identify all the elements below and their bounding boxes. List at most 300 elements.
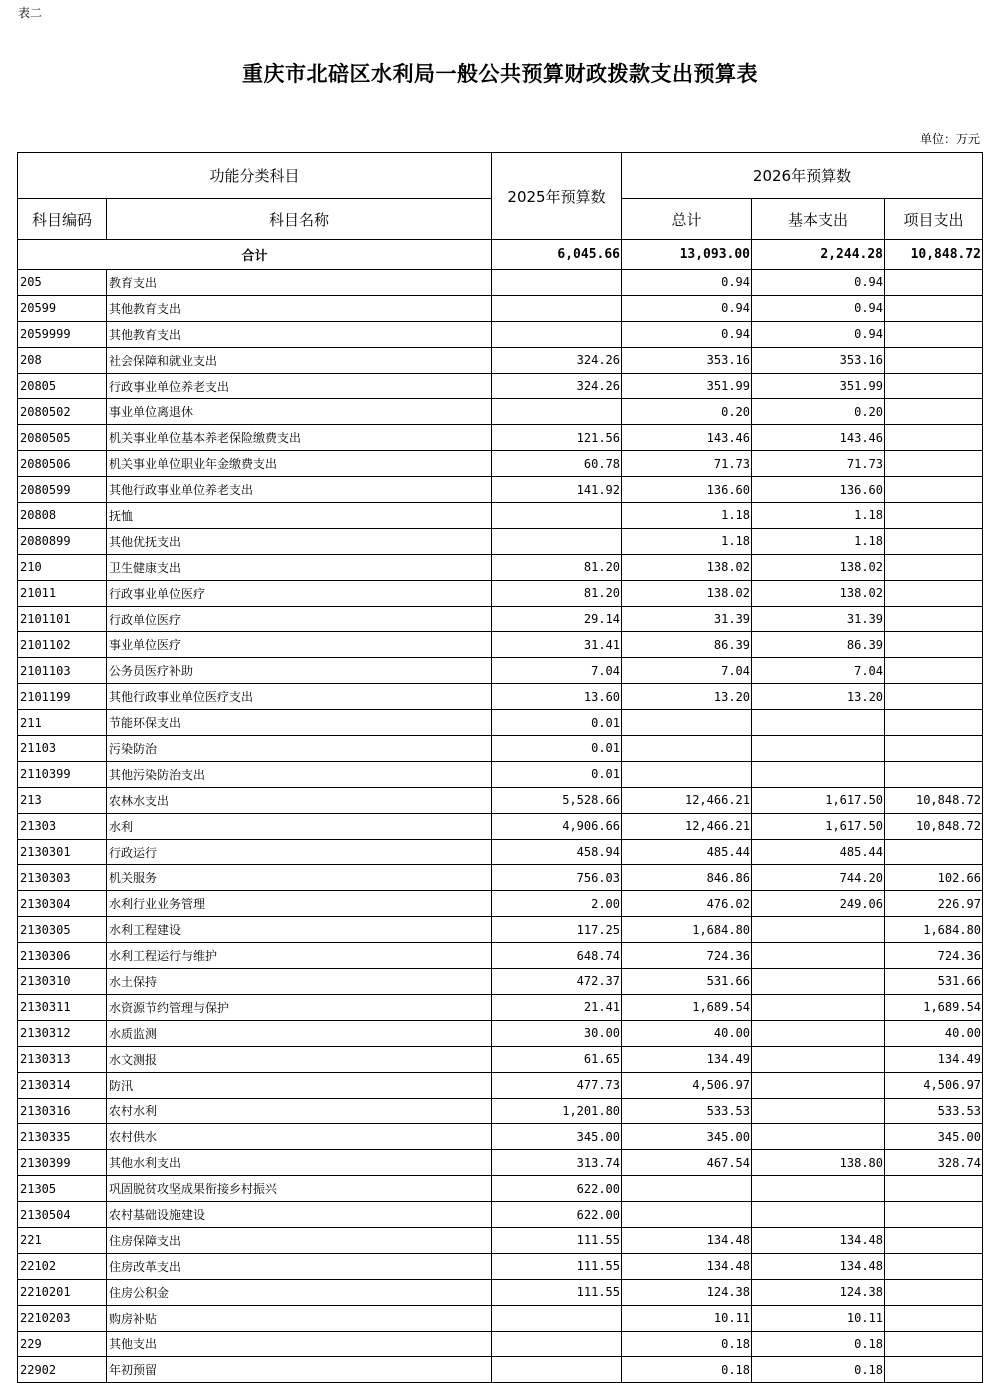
row-project: 531.66 [885,969,983,995]
row-project [885,1202,983,1228]
row-total: 0.94 [622,295,752,321]
row-code: 2210201 [18,1279,107,1305]
row-code: 2101199 [18,684,107,710]
row-name: 水文测报 [107,1046,492,1072]
row-total: 134.49 [622,1046,752,1072]
row-name: 住房保障支出 [107,1227,492,1253]
row-total: 846.86 [622,865,752,891]
table-row [18,1176,983,1202]
row-name: 水土保持 [107,969,492,995]
header-project: 项目支出 [885,199,983,240]
header-func-class: 功能分类科目 [18,153,492,199]
row-b2025: 111.55 [492,1279,622,1305]
row-project [885,425,983,451]
row-project [885,1227,983,1253]
table-row [18,1305,983,1331]
row-total: 12,466.21 [622,787,752,813]
row-b2025: 2.00 [492,891,622,917]
row-b2025: 313.74 [492,1150,622,1176]
row-code: 2130504 [18,1202,107,1228]
row-b2025 [492,528,622,554]
table-row [18,632,983,658]
row-total: 1,689.54 [622,994,752,1020]
row-project [885,347,983,373]
row-basic [752,1176,885,1202]
row-code: 2101101 [18,606,107,632]
table-body [18,240,983,1383]
row-basic: 1,617.50 [752,813,885,839]
row-b2025: 61.65 [492,1046,622,1072]
row-b2025 [492,399,622,425]
row-total: 10.11 [622,1305,752,1331]
row-code: 2130311 [18,994,107,1020]
row-code: 2080502 [18,399,107,425]
row-b2025: 4,906.66 [492,813,622,839]
row-project [885,580,983,606]
table-row [18,451,983,477]
row-code: 211 [18,710,107,736]
row-project [885,1331,983,1357]
row-code: 2101102 [18,632,107,658]
table-row [18,347,983,373]
row-total: 0.20 [622,399,752,425]
row-project: 533.53 [885,1098,983,1124]
row-name: 其他教育支出 [107,295,492,321]
row-code: 2130303 [18,865,107,891]
table-row [18,1357,983,1383]
row-project [885,321,983,347]
row-b2025: 21.41 [492,994,622,1020]
row-b2025: 458.94 [492,839,622,865]
total-label: 合计 [18,240,492,270]
row-b2025: 345.00 [492,1124,622,1150]
row-project [885,373,983,399]
row-b2025: 81.20 [492,554,622,580]
row-basic: 0.94 [752,270,885,296]
row-basic [752,1046,885,1072]
table-row [18,1202,983,1228]
row-b2025: 60.78 [492,451,622,477]
row-b2025: 324.26 [492,347,622,373]
row-code: 20805 [18,373,107,399]
row-total: 138.02 [622,554,752,580]
table-number-label: 表二 [18,6,43,20]
row-code: 2130312 [18,1020,107,1046]
row-basic: 138.02 [752,554,885,580]
row-name: 防汛 [107,1072,492,1098]
row-b2025: 756.03 [492,865,622,891]
total-basic: 2,244.28 [752,240,885,270]
row-name: 机关事业单位基本养老保险缴费支出 [107,425,492,451]
row-b2025: 477.73 [492,1072,622,1098]
row-code: 2130399 [18,1150,107,1176]
row-basic [752,994,885,1020]
row-code: 2059999 [18,321,107,347]
row-b2025 [492,503,622,529]
row-basic: 31.39 [752,606,885,632]
row-b2025: 30.00 [492,1020,622,1046]
row-basic: 353.16 [752,347,885,373]
row-code: 2080505 [18,425,107,451]
row-name: 行政运行 [107,839,492,865]
table-row [18,373,983,399]
total-b2025: 6,045.66 [492,240,622,270]
row-name: 机关服务 [107,865,492,891]
header-name: 科目名称 [107,199,492,240]
row-project [885,1305,983,1331]
row-basic: 351.99 [752,373,885,399]
row-code: 210 [18,554,107,580]
row-total: 86.39 [622,632,752,658]
row-code: 208 [18,347,107,373]
row-total: 351.99 [622,373,752,399]
row-total: 0.94 [622,321,752,347]
table-row [18,477,983,503]
row-b2025: 1,201.80 [492,1098,622,1124]
row-project [885,761,983,787]
header-basic: 基本支出 [752,199,885,240]
total-project: 10,848.72 [885,240,983,270]
row-b2025: 13.60 [492,684,622,710]
row-basic [752,736,885,762]
row-b2025 [492,295,622,321]
row-total: 533.53 [622,1098,752,1124]
row-name: 其他支出 [107,1331,492,1357]
row-name: 住房改革支出 [107,1253,492,1279]
row-code: 213 [18,787,107,813]
row-b2025: 0.01 [492,710,622,736]
row-project [885,1357,983,1383]
row-basic: 143.46 [752,425,885,451]
table-row [18,658,983,684]
table-row [18,1124,983,1150]
row-total: 724.36 [622,943,752,969]
row-project [885,270,983,296]
row-total: 531.66 [622,969,752,995]
row-code: 2130310 [18,969,107,995]
row-name: 年初预留 [107,1357,492,1383]
row-project [885,451,983,477]
row-total: 0.94 [622,270,752,296]
table-row [18,710,983,736]
row-project [885,684,983,710]
table-row [18,1046,983,1072]
row-basic: 1.18 [752,528,885,554]
row-name: 农村基础设施建设 [107,1202,492,1228]
row-basic: 249.06 [752,891,885,917]
row-total: 485.44 [622,839,752,865]
row-project [885,1279,983,1305]
row-b2025: 111.55 [492,1253,622,1279]
row-b2025: 5,528.66 [492,787,622,813]
row-project [885,295,983,321]
row-total: 0.18 [622,1357,752,1383]
row-name: 机关事业单位职业年金缴费支出 [107,451,492,477]
row-code: 21103 [18,736,107,762]
row-total: 143.46 [622,425,752,451]
row-basic: 7.04 [752,658,885,684]
table-row [18,606,983,632]
row-total [622,1176,752,1202]
row-name: 其他教育支出 [107,321,492,347]
row-name: 农林水支出 [107,787,492,813]
row-b2025: 622.00 [492,1176,622,1202]
row-b2025: 7.04 [492,658,622,684]
table-row [18,425,983,451]
row-total: 345.00 [622,1124,752,1150]
row-project [885,399,983,425]
row-basic: 86.39 [752,632,885,658]
header-code: 科目编码 [18,199,107,240]
row-basic [752,1202,885,1228]
row-basic: 138.02 [752,580,885,606]
row-name: 水利行业业务管理 [107,891,492,917]
row-basic: 1.18 [752,503,885,529]
row-code: 2080506 [18,451,107,477]
total-row [18,240,983,270]
row-b2025: 324.26 [492,373,622,399]
row-basic: 0.94 [752,321,885,347]
row-project [885,632,983,658]
row-code: 21011 [18,580,107,606]
page-title: 重庆市北碚区水利局一般公共预算财政拨款支出预算表 [242,61,758,86]
row-code: 2210203 [18,1305,107,1331]
row-b2025: 648.74 [492,943,622,969]
row-name: 污染防治 [107,736,492,762]
row-name: 社会保障和就业支出 [107,347,492,373]
row-code: 22102 [18,1253,107,1279]
row-b2025 [492,321,622,347]
row-code: 2130301 [18,839,107,865]
table-row [18,1098,983,1124]
row-total [622,736,752,762]
row-b2025: 141.92 [492,477,622,503]
row-project: 10,848.72 [885,813,983,839]
row-project: 226.97 [885,891,983,917]
row-total: 7.04 [622,658,752,684]
row-total: 467.54 [622,1150,752,1176]
row-total: 134.48 [622,1253,752,1279]
row-project: 328.74 [885,1150,983,1176]
table-row [18,839,983,865]
row-basic: 134.48 [752,1227,885,1253]
row-total [622,1202,752,1228]
row-b2025: 29.14 [492,606,622,632]
row-code: 20599 [18,295,107,321]
table-row [18,1253,983,1279]
row-name: 行政单位医疗 [107,606,492,632]
row-project [885,477,983,503]
row-basic: 138.80 [752,1150,885,1176]
row-basic [752,1098,885,1124]
row-b2025 [492,270,622,296]
row-name: 卫生健康支出 [107,554,492,580]
row-project [885,710,983,736]
table-row [18,1279,983,1305]
row-basic: 485.44 [752,839,885,865]
table-row [18,943,983,969]
row-b2025: 472.37 [492,969,622,995]
row-basic: 124.38 [752,1279,885,1305]
table-row [18,1020,983,1046]
row-code: 21305 [18,1176,107,1202]
row-total: 1.18 [622,503,752,529]
row-project [885,606,983,632]
row-name: 其他行政事业单位医疗支出 [107,684,492,710]
table-row [18,684,983,710]
row-project: 134.49 [885,1046,983,1072]
row-name: 行政事业单位养老支出 [107,373,492,399]
row-project [885,528,983,554]
row-total: 31.39 [622,606,752,632]
row-b2025 [492,1357,622,1383]
row-code: 205 [18,270,107,296]
row-total: 13.20 [622,684,752,710]
row-code: 2130314 [18,1072,107,1098]
row-b2025: 121.56 [492,425,622,451]
table-row [18,994,983,1020]
row-total: 1,684.80 [622,917,752,943]
row-total: 353.16 [622,347,752,373]
table-row [18,865,983,891]
table-row [18,270,983,296]
row-code: 2080599 [18,477,107,503]
row-project [885,839,983,865]
row-total: 0.18 [622,1331,752,1357]
row-project [885,1176,983,1202]
row-basic: 10.11 [752,1305,885,1331]
row-total: 138.02 [622,580,752,606]
row-total [622,761,752,787]
table-row [18,917,983,943]
row-name: 巩固脱贫攻坚成果衔接乡村振兴 [107,1176,492,1202]
total-total: 13,093.00 [622,240,752,270]
row-project: 1,689.54 [885,994,983,1020]
row-code: 2130335 [18,1124,107,1150]
row-name: 水利工程建设 [107,917,492,943]
row-total: 476.02 [622,891,752,917]
table-row [18,554,983,580]
row-code: 229 [18,1331,107,1357]
row-code: 21303 [18,813,107,839]
row-basic: 744.20 [752,865,885,891]
row-basic [752,710,885,736]
row-b2025: 0.01 [492,761,622,787]
row-basic [752,1124,885,1150]
row-name: 其他优抚支出 [107,528,492,554]
row-name: 节能环保支出 [107,710,492,736]
table-row [18,1072,983,1098]
row-project: 1,684.80 [885,917,983,943]
row-total: 71.73 [622,451,752,477]
row-project: 4,506.97 [885,1072,983,1098]
row-project: 345.00 [885,1124,983,1150]
row-name: 其他水利支出 [107,1150,492,1176]
row-total: 4,506.97 [622,1072,752,1098]
row-code: 2080899 [18,528,107,554]
row-code: 2130306 [18,943,107,969]
row-project: 102.66 [885,865,983,891]
table-row [18,580,983,606]
row-total: 40.00 [622,1020,752,1046]
row-code: 2130305 [18,917,107,943]
row-total [622,710,752,736]
row-name: 水利 [107,813,492,839]
table-row [18,736,983,762]
table-row [18,761,983,787]
row-code: 2130304 [18,891,107,917]
row-code: 2101103 [18,658,107,684]
unit-label: 单位：万元 [919,132,980,146]
row-total: 124.38 [622,1279,752,1305]
row-basic: 0.94 [752,295,885,321]
row-b2025: 111.55 [492,1227,622,1253]
row-basic [752,761,885,787]
row-project: 10,848.72 [885,787,983,813]
table-row [18,1150,983,1176]
row-project [885,503,983,529]
row-b2025: 622.00 [492,1202,622,1228]
row-project: 724.36 [885,943,983,969]
row-b2025 [492,1331,622,1357]
header-total: 总计 [622,199,752,240]
row-basic: 0.20 [752,399,885,425]
row-name: 其他行政事业单位养老支出 [107,477,492,503]
table-row [18,787,983,813]
row-basic: 0.18 [752,1357,885,1383]
row-name: 抚恤 [107,503,492,529]
row-project: 40.00 [885,1020,983,1046]
row-name: 公务员医疗补助 [107,658,492,684]
table-row [18,295,983,321]
table-row [18,891,983,917]
row-basic [752,1072,885,1098]
table-row [18,1331,983,1357]
row-code: 2130313 [18,1046,107,1072]
row-b2025: 0.01 [492,736,622,762]
row-basic [752,943,885,969]
table-row [18,528,983,554]
row-name: 水质监测 [107,1020,492,1046]
row-name: 教育支出 [107,270,492,296]
table-row [18,321,983,347]
table-row [18,503,983,529]
row-name: 其他污染防治支出 [107,761,492,787]
row-b2025 [492,1305,622,1331]
row-code: 20808 [18,503,107,529]
row-basic [752,1020,885,1046]
row-name: 购房补贴 [107,1305,492,1331]
row-project [885,554,983,580]
row-name: 住房公积金 [107,1279,492,1305]
row-name: 水资源节约管理与保护 [107,994,492,1020]
row-code: 2130316 [18,1098,107,1124]
row-total: 134.48 [622,1227,752,1253]
row-code: 22902 [18,1357,107,1383]
table-row [18,813,983,839]
row-code: 2110399 [18,761,107,787]
row-basic: 136.60 [752,477,885,503]
table-row [18,969,983,995]
row-basic: 71.73 [752,451,885,477]
row-total: 136.60 [622,477,752,503]
row-basic: 134.48 [752,1253,885,1279]
table-row [18,399,983,425]
table-row [18,1227,983,1253]
row-basic: 0.18 [752,1331,885,1357]
row-project [885,1253,983,1279]
header-budget-2026: 2026年预算数 [622,153,983,199]
